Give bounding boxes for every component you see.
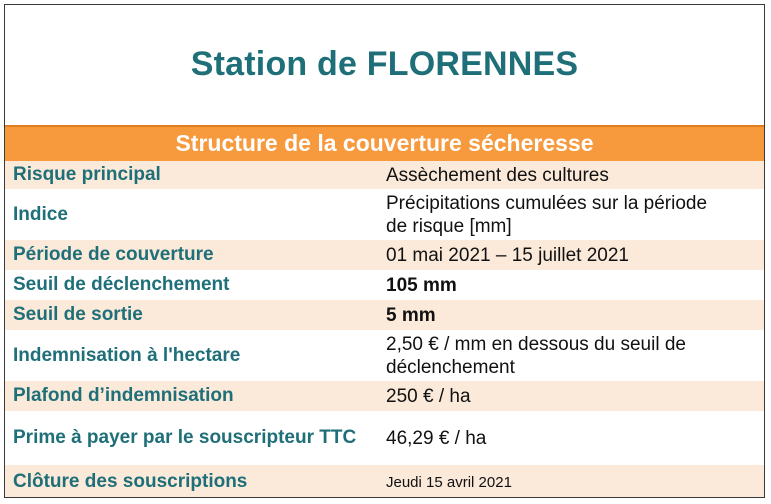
row-value: Jeudi 15 avril 2021 [386, 473, 512, 491]
row-label: Indemnisation à l'hectare [13, 344, 241, 366]
row-label: Période de couverture [13, 244, 214, 265]
row-label: Risque principal [13, 164, 161, 185]
row-label: Clôture des souscriptions [13, 471, 248, 492]
table-row [5, 330, 764, 381]
row-label: Plafond d’indemnisation [13, 385, 234, 406]
row-value: Assèchement des cultures [386, 164, 609, 186]
table-row [5, 411, 764, 465]
row-label: Prime à payer par le souscripteur TTC [13, 427, 357, 448]
row-label: Indice [13, 203, 68, 225]
page-title: Station de FLORENNES [190, 45, 579, 83]
row-value: Précipitations cumulées sur la période de risque [mm] [386, 192, 708, 237]
row-value: 105 mm [386, 274, 457, 296]
station-info-panel [4, 4, 765, 498]
table-row [5, 161, 764, 189]
table-row [5, 300, 764, 330]
table-row [5, 381, 764, 411]
row-value: 5 mm [386, 304, 436, 326]
table-header: Structure de la couverture sécheresse [5, 125, 764, 161]
table-row [5, 270, 764, 300]
table-row [5, 465, 764, 498]
row-value: 01 mai 2021 – 15 juillet 2021 [386, 244, 629, 266]
table-row [5, 240, 764, 270]
row-label: Seuil de sortie [13, 304, 143, 325]
row-value: 250 € / ha [386, 385, 471, 407]
row-value: 2,50 € / mm en dessous du seuil de déclenchement [386, 333, 686, 378]
table-row [5, 189, 764, 240]
row-value: 46,29 € / ha [386, 427, 487, 449]
row-label: Seuil de déclenchement [13, 274, 230, 295]
